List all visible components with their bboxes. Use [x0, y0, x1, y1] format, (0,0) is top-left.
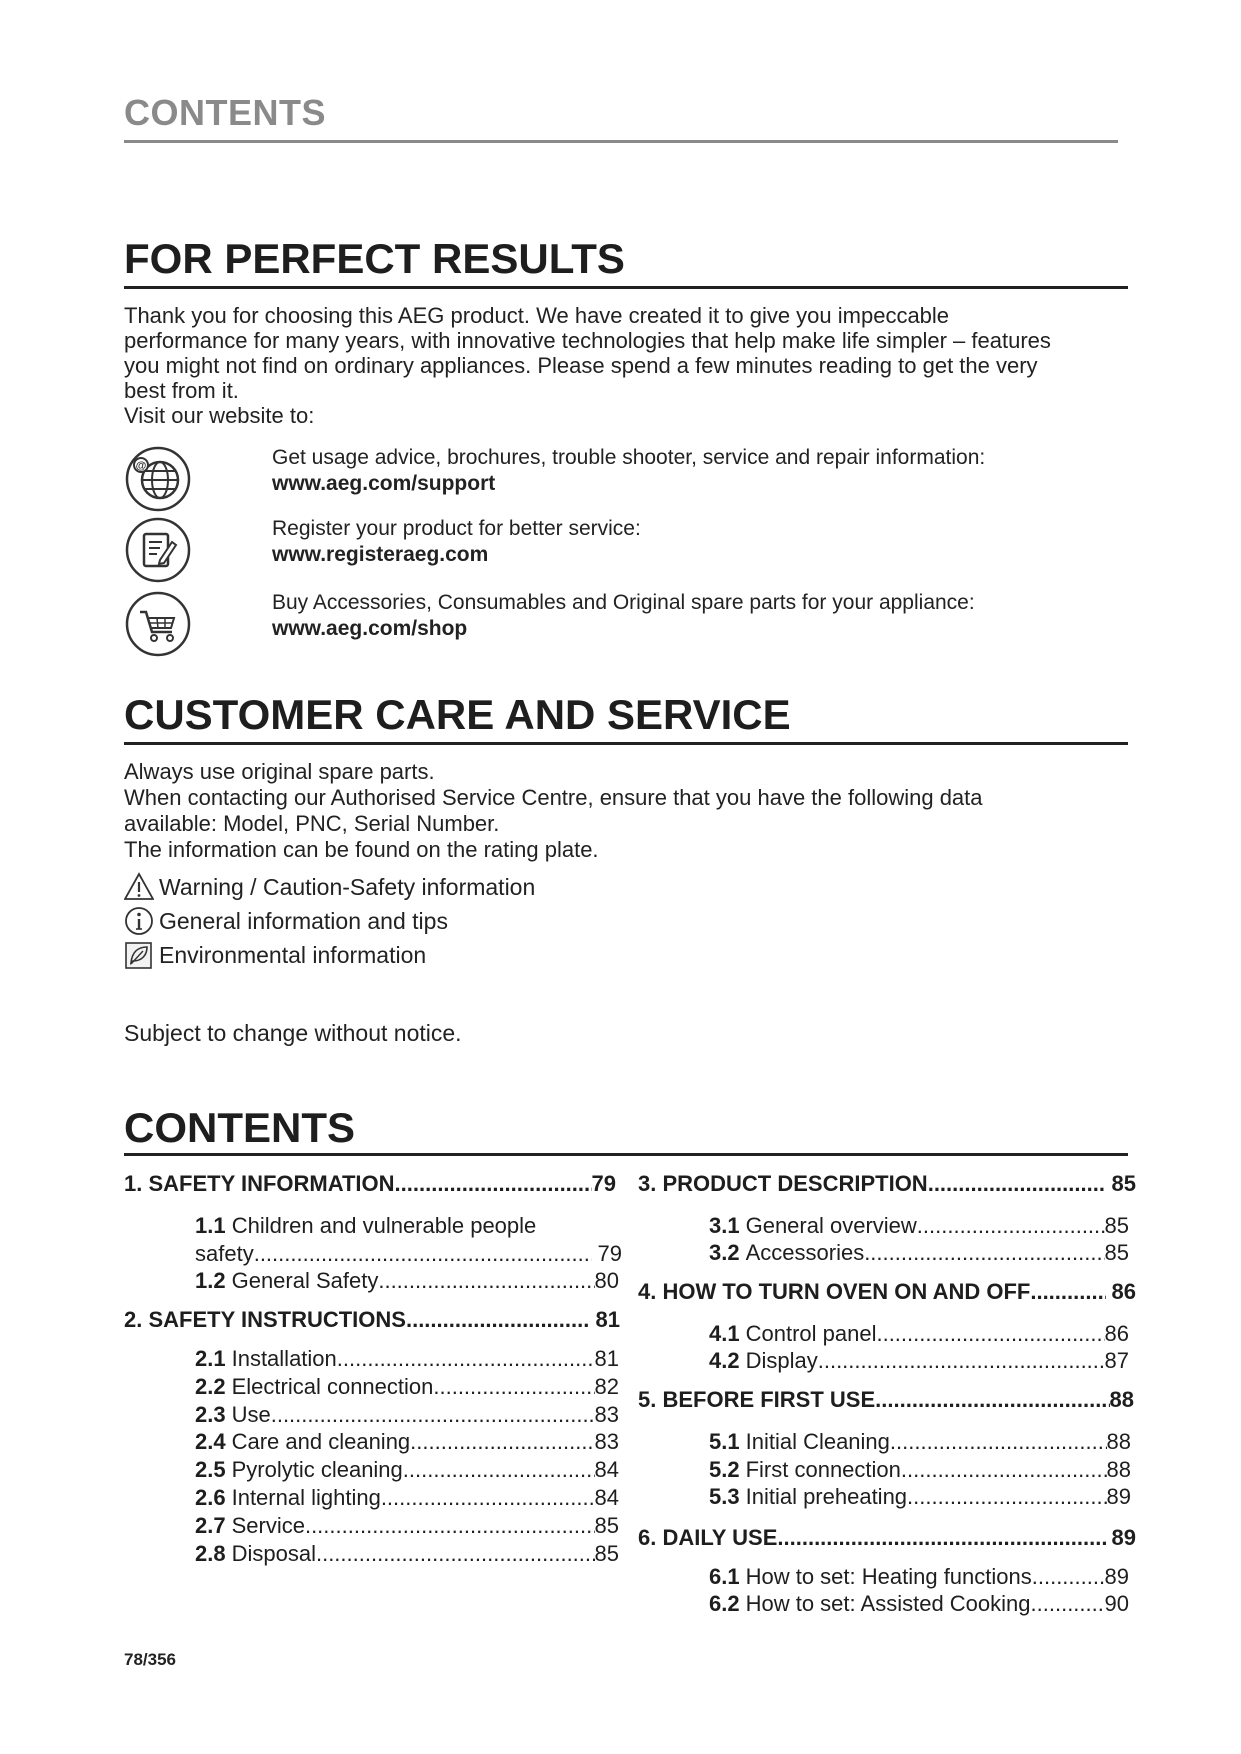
toc-title: Control panel [745, 1321, 877, 1346]
toc-num: 2.5 [195, 1457, 226, 1483]
symbol-row-info [124, 906, 448, 936]
toc-num: 2.3 [195, 1401, 226, 1427]
web-row-support [124, 445, 1128, 515]
leaf-icon [124, 940, 154, 970]
toc-item[interactable] [195, 1512, 619, 1540]
toc-item[interactable] [709, 1428, 1131, 1456]
toc-leader [890, 1428, 1107, 1456]
web-text-register [272, 516, 641, 568]
toc-page: 84 [594, 1485, 619, 1510]
web-text-support [272, 445, 985, 497]
toc-page: 88 [1106, 1429, 1131, 1454]
globe-icon [124, 445, 192, 513]
perfect-heading: FOR PERFECT RESULTS [124, 235, 625, 282]
perfect-line: best from it. [124, 378, 239, 403]
toc-page: 79 [591, 1171, 616, 1196]
toc-item[interactable] [195, 1373, 619, 1401]
toc-leader [337, 1345, 595, 1373]
toc-title: 5. BEFORE FIRST USE [638, 1387, 876, 1412]
care-heading: CUSTOMER CARE AND SERVICE [124, 691, 791, 738]
toc-num: 4.1 [709, 1321, 740, 1346]
toc-page: 86 [1111, 1279, 1136, 1304]
toc-page: 85 [1104, 1240, 1129, 1265]
shopping-cart-icon [124, 590, 192, 658]
symbol-label: General information and tips [159, 908, 448, 934]
toc-title: Initial preheating [745, 1484, 908, 1509]
toc-item[interactable] [195, 1484, 619, 1512]
toc-num: 2.6 [195, 1485, 226, 1510]
warning-icon [124, 872, 154, 902]
toc-title: 3. PRODUCT DESCRIPTION [638, 1171, 928, 1196]
care-paragraph [124, 759, 1134, 863]
register-icon [124, 516, 192, 584]
symbol-label: Warning / Caution-Safety information [159, 874, 536, 900]
toc-title: 1. SAFETY INFORMATION [124, 1171, 395, 1196]
toc-leader [406, 1306, 590, 1334]
care-line: When contacting our Authorised Service Centre, ensure that you have the following data [124, 785, 983, 810]
toc-num: 5.3 [709, 1484, 740, 1509]
toc-num: 1.2 [195, 1268, 226, 1293]
toc-title: How to set: Heating functions [745, 1564, 1032, 1589]
svg-text:@: @ [135, 460, 147, 472]
perfect-line: Thank you for choosing this AEG product. We have created it to give you impeccable [124, 303, 950, 328]
toc-leader [410, 1428, 594, 1456]
toc-leader [403, 1456, 595, 1484]
care-line: Always use original spare parts. [124, 759, 435, 784]
care-line: The information can be found on the rating plate. [124, 837, 599, 862]
toc-title: Internal lighting [231, 1485, 381, 1510]
toc-page: 89 [1111, 1525, 1136, 1550]
toc-title: Care and cleaning [231, 1429, 411, 1455]
toc-page: 79 [597, 1241, 622, 1266]
toc-section-3[interactable] [638, 1170, 1136, 1198]
perfect-rule [124, 286, 1128, 289]
contents-heading: CONTENTS [124, 1104, 355, 1151]
toc-title: 6. DAILY USE [638, 1525, 778, 1550]
toc-leader [305, 1512, 595, 1540]
toc-leader [818, 1347, 1105, 1375]
toc-item[interactable] [709, 1483, 1131, 1511]
toc-leader [316, 1540, 595, 1568]
toc-item-1-1[interactable] [195, 1212, 536, 1240]
perfect-line: you might not find on ordinary appliances. Please spend a few minutes reading to get the very [124, 353, 1038, 378]
toc-section-2[interactable] [124, 1306, 620, 1334]
toc-page: 86 [1104, 1321, 1129, 1346]
toc-page: 88 [1109, 1387, 1134, 1412]
toc-leader [917, 1212, 1105, 1240]
toc-item[interactable] [709, 1563, 1129, 1591]
toc-item[interactable] [709, 1239, 1129, 1267]
toc-title: Initial Cleaning [745, 1429, 890, 1454]
toc-leader [875, 1386, 1109, 1414]
toc-leader [876, 1320, 1104, 1348]
toc-page: 83 [594, 1401, 619, 1427]
toc-leader [901, 1456, 1107, 1484]
toc-item[interactable] [195, 1401, 619, 1429]
toc-title: How to set: Assisted Cooking [745, 1591, 1031, 1616]
toc-page: 82 [594, 1373, 619, 1399]
toc-leader [928, 1170, 1106, 1198]
toc-num: 6.1 [709, 1564, 740, 1589]
web-text-shop [272, 590, 975, 642]
toc-leader [1030, 1278, 1105, 1306]
toc-page: 84 [594, 1457, 619, 1483]
toc-num: 2.8 [195, 1540, 226, 1566]
contents-rule [124, 1153, 1128, 1156]
toc-num: 5.2 [709, 1456, 740, 1482]
toc-num: 6.2 [709, 1591, 740, 1616]
header-rule [124, 140, 1118, 143]
toc-title: Children and vulnerable people [231, 1213, 537, 1238]
toc-page: 87 [1104, 1348, 1129, 1373]
toc-title: General overview [745, 1213, 917, 1238]
toc-leader [907, 1483, 1106, 1511]
toc-title: Disposal [231, 1540, 316, 1566]
toc-leader [1031, 1590, 1105, 1618]
toc-title: Accessories [745, 1240, 865, 1265]
toc-title: 4. HOW TO TURN OVEN ON AND OFF [638, 1279, 1031, 1304]
toc-item[interactable] [195, 1456, 619, 1484]
page-number: 78/356 [124, 1650, 176, 1669]
web-description: Get usage advice, brochures, trouble shooter, service and repair information: [272, 446, 986, 469]
toc-title: Pyrolytic cleaning [231, 1457, 403, 1483]
toc-item[interactable] [195, 1540, 619, 1568]
toc-page: 85 [1104, 1213, 1129, 1238]
toc-leader [271, 1401, 595, 1429]
toc-leader [381, 1484, 595, 1512]
toc-item[interactable] [709, 1456, 1131, 1484]
toc-title: First connection [745, 1456, 901, 1482]
toc-item-1-1-cont[interactable] [195, 1240, 622, 1268]
toc-title: Display [745, 1348, 818, 1373]
toc-leader [378, 1267, 594, 1295]
toc-section-6[interactable] [638, 1524, 1136, 1552]
symbol-row-warning [124, 872, 535, 902]
toc-section-5[interactable] [638, 1386, 1134, 1414]
register-link[interactable]: www.registeraeg.com [272, 543, 489, 566]
toc-leader [777, 1524, 1105, 1552]
toc-num: 1.1 [195, 1213, 226, 1238]
perfect-line: performance for many years, with innovative technologies that help make life simpler – features [124, 328, 1051, 353]
toc-section-4[interactable] [638, 1278, 1136, 1306]
care-rule [124, 742, 1128, 745]
toc-page: 80 [594, 1268, 619, 1293]
toc-title: safety [195, 1241, 254, 1266]
shop-link[interactable]: www.aeg.com/shop [272, 617, 468, 640]
toc-leader [395, 1170, 592, 1198]
toc-leader [254, 1240, 592, 1268]
toc-title: Service [231, 1512, 305, 1538]
toc-title: 2. SAFETY INSTRUCTIONS [124, 1307, 406, 1332]
toc-item[interactable] [709, 1590, 1129, 1618]
toc-num: 3.1 [709, 1213, 740, 1238]
care-line: available: Model, PNC, Serial Number. [124, 811, 500, 836]
toc-item[interactable] [709, 1320, 1129, 1348]
toc-item[interactable] [195, 1345, 619, 1373]
toc-title: General Safety [231, 1268, 379, 1293]
toc-item[interactable] [195, 1428, 619, 1456]
toc-page: 88 [1106, 1456, 1131, 1482]
toc-page: 85 [594, 1540, 619, 1566]
toc-page: 83 [594, 1429, 619, 1455]
toc-page: 90 [1104, 1591, 1129, 1616]
toc-page: 81 [594, 1346, 619, 1371]
perfect-line: Visit our website to: [124, 403, 315, 428]
change-notice: Subject to change without notice. [124, 1020, 462, 1046]
info-icon [124, 906, 154, 936]
toc-section-1[interactable] [124, 1170, 616, 1198]
support-link[interactable]: www.aeg.com/support [272, 472, 496, 495]
toc-num: 2.7 [195, 1512, 226, 1538]
web-description: Register your product for better service: [272, 517, 641, 540]
toc-title: Use [231, 1401, 271, 1427]
toc-title: Electrical connection [231, 1373, 434, 1399]
toc-num: 2.1 [195, 1346, 226, 1371]
toc-leader [433, 1373, 594, 1401]
toc-num: 2.4 [195, 1429, 226, 1455]
web-row-shop [124, 590, 1128, 660]
header-title: CONTENTS [124, 92, 326, 133]
toc-num: 2.2 [195, 1373, 226, 1399]
toc-num: 5.1 [709, 1429, 740, 1454]
toc-item[interactable] [709, 1212, 1129, 1240]
toc-page: 85 [1111, 1171, 1136, 1196]
toc-item[interactable] [709, 1347, 1129, 1375]
web-row-register [124, 516, 1128, 586]
symbol-label: Environmental information [159, 942, 427, 968]
toc-page: 89 [1106, 1484, 1131, 1509]
symbol-row-environment [124, 940, 426, 970]
toc-page: 85 [594, 1512, 619, 1538]
toc-page: 81 [595, 1307, 620, 1332]
toc-num: 4.2 [709, 1348, 740, 1373]
toc-page: 89 [1104, 1564, 1129, 1589]
toc-title: Installation [231, 1346, 337, 1371]
perfect-paragraph [124, 303, 1134, 428]
toc-leader [1032, 1563, 1105, 1591]
toc-leader [864, 1239, 1104, 1267]
web-description: Buy Accessories, Consumables and Original spare parts for your appliance: [272, 591, 975, 614]
toc-item-1-2[interactable] [195, 1267, 619, 1295]
toc-num: 3.2 [709, 1240, 740, 1265]
